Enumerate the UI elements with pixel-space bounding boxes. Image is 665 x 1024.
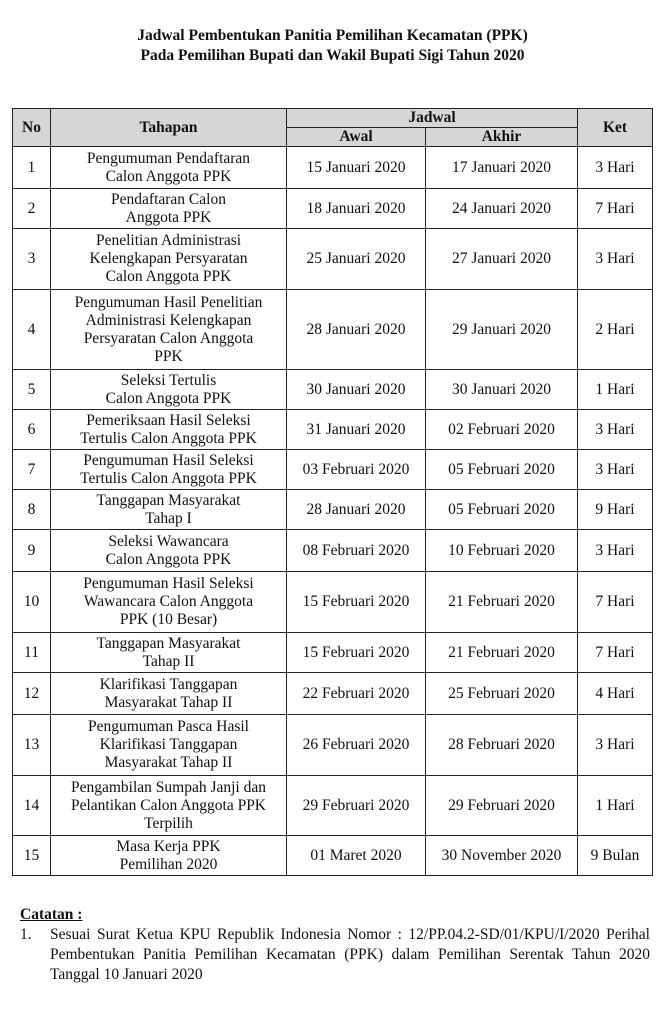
cell-no: 1 — [13, 147, 51, 189]
cell-tahapan — [51, 410, 287, 450]
table-row — [13, 189, 653, 229]
cell-akhir: 21 Februari 2020 — [426, 633, 578, 673]
tahapan-line: Pendaftaran Calon — [111, 190, 226, 208]
tahapan-line: Tahap II — [142, 652, 195, 670]
tahapan-line: Pengumuman Hasil Penelitian — [74, 293, 263, 311]
tahapan-line: Pelantikan Calon Anggota PPK — [70, 796, 267, 814]
header-ket: Ket — [578, 109, 653, 147]
cell-ket: 7 Hari — [578, 633, 653, 673]
title-line-2: Pada Pemilihan Bupati dan Wakil Bupati Sigi Tahun 2020 — [140, 47, 525, 64]
cell-ket: 3 Hari — [578, 530, 653, 572]
cell-tahapan — [51, 490, 287, 530]
cell-tahapan — [51, 776, 287, 836]
tahapan-line: Tanggapan Masyarakat — [96, 634, 241, 652]
tahapan-line: Pengumuman Hasil Seleksi — [83, 451, 254, 469]
cell-awal: 15 Februari 2020 — [287, 572, 426, 633]
cell-tahapan — [51, 673, 287, 715]
schedule-table — [12, 108, 653, 876]
table-row — [13, 147, 653, 189]
cell-ket: 9 Bulan — [578, 836, 653, 876]
tahapan-line: Pemeriksaan Hasil Seleksi — [86, 411, 251, 429]
cell-awal: 26 Februari 2020 — [287, 715, 426, 776]
header-no: No — [13, 109, 51, 147]
note-item — [20, 925, 650, 985]
table-row — [13, 410, 653, 450]
cell-akhir: 17 Januari 2020 — [426, 147, 578, 189]
cell-awal: 03 Februari 2020 — [287, 450, 426, 490]
cell-awal: 15 Januari 2020 — [287, 147, 426, 189]
cell-ket: 3 Hari — [578, 450, 653, 490]
cell-awal: 22 Februari 2020 — [287, 673, 426, 715]
cell-akhir: 30 November 2020 — [426, 836, 578, 876]
tahapan-line: Tanggapan Masyarakat — [96, 491, 241, 509]
tahapan-line: Klarifikasi Tanggapan — [99, 675, 238, 693]
cell-tahapan — [51, 530, 287, 572]
header-jadwal: Jadwal — [287, 109, 578, 128]
table-row — [13, 633, 653, 673]
table-row — [13, 715, 653, 776]
table-row — [13, 229, 653, 290]
cell-ket: 7 Hari — [578, 572, 653, 633]
tahapan-line: Anggota PPK — [125, 208, 212, 226]
table-row — [13, 530, 653, 572]
tahapan-line: Seleksi Wawancara — [108, 532, 229, 550]
cell-akhir: 29 Februari 2020 — [426, 776, 578, 836]
header-tahapan: Tahapan — [51, 109, 287, 147]
cell-no: 12 — [13, 673, 51, 715]
tahapan-line: Seleksi Tertulis — [120, 371, 217, 389]
cell-awal: 31 Januari 2020 — [287, 410, 426, 450]
cell-no: 9 — [13, 530, 51, 572]
cell-ket: 3 Hari — [578, 715, 653, 776]
tahapan-line: Klarifikasi Tanggapan — [99, 736, 238, 753]
tahapan-line: Tertulis Calon Anggota PPK — [80, 469, 257, 487]
table-row — [13, 450, 653, 490]
cell-tahapan — [51, 370, 287, 410]
cell-no: 13 — [13, 715, 51, 776]
cell-tahapan — [51, 836, 287, 876]
note-number: 1. — [20, 926, 32, 943]
table-row — [13, 370, 653, 410]
cell-akhir: 05 Februari 2020 — [426, 450, 578, 490]
cell-awal: 15 Februari 2020 — [287, 633, 426, 673]
header-akhir: Akhir — [426, 128, 578, 147]
cell-akhir: 21 Februari 2020 — [426, 572, 578, 633]
cell-tahapan — [51, 189, 287, 229]
tahapan-line: Calon Anggota PPK — [105, 268, 232, 285]
cell-ket: 1 Hari — [578, 370, 653, 410]
tahapan-line: Masyarakat Tahap II — [104, 754, 233, 771]
cell-awal: 30 Januari 2020 — [287, 370, 426, 410]
cell-akhir: 25 Februari 2020 — [426, 673, 578, 715]
cell-no: 10 — [13, 572, 51, 633]
notes-title: Catatan : — [20, 906, 83, 923]
tahapan-line: PPK (10 Besar) — [119, 611, 218, 628]
tahapan-line: Pengumuman Hasil Seleksi — [83, 575, 254, 592]
table-row — [13, 673, 653, 715]
notes-section — [20, 905, 650, 985]
cell-no: 5 — [13, 370, 51, 410]
cell-awal: 25 Januari 2020 — [287, 229, 426, 290]
tahapan-line: Pengumuman Pendaftaran — [86, 149, 251, 167]
tahapan-line: Pengambilan Sumpah Janji dan — [70, 778, 266, 796]
tahapan-line: Masa Kerja PPK — [116, 837, 221, 855]
tahapan-line: Tertulis Calon Anggota PPK — [80, 429, 257, 447]
tahapan-line: Persyaratan Calon Anggota — [83, 329, 254, 347]
document-title — [0, 26, 665, 66]
tahapan-line: Calon Anggota PPK — [105, 389, 232, 407]
cell-tahapan — [51, 450, 287, 490]
cell-awal: 08 Februari 2020 — [287, 530, 426, 572]
cell-akhir: 29 Januari 2020 — [426, 290, 578, 370]
cell-ket: 3 Hari — [578, 410, 653, 450]
cell-ket: 9 Hari — [578, 490, 653, 530]
cell-awal: 01 Maret 2020 — [287, 836, 426, 876]
cell-akhir: 27 Januari 2020 — [426, 229, 578, 290]
table-row — [13, 290, 653, 370]
cell-awal: 18 Januari 2020 — [287, 189, 426, 229]
cell-no: 7 — [13, 450, 51, 490]
cell-awal: 28 Januari 2020 — [287, 490, 426, 530]
cell-no: 4 — [13, 290, 51, 370]
cell-no: 14 — [13, 776, 51, 836]
cell-no: 11 — [13, 633, 51, 673]
cell-no: 3 — [13, 229, 51, 290]
cell-akhir: 05 Februari 2020 — [426, 490, 578, 530]
note-text: Sesuai Surat Ketua KPU Republik Indonesia Nomor : 12/PP.04.2-SD/01/KPU/I/2020 Perihal Pembentukan Panitia Pemilihan Kecamatan (PPK) dalam Pemilihan Serentak Tahun 2020 Tanggal 10 Januari 2020 — [50, 926, 650, 983]
table-row — [13, 572, 653, 633]
tahapan-line: Calon Anggota PPK — [105, 167, 232, 185]
table-row — [13, 776, 653, 836]
table-row — [13, 836, 653, 876]
cell-akhir: 10 Februari 2020 — [426, 530, 578, 572]
cell-tahapan — [51, 633, 287, 673]
cell-tahapan — [51, 147, 287, 189]
cell-no: 15 — [13, 836, 51, 876]
tahapan-line: Masyarakat Tahap II — [104, 693, 233, 711]
cell-akhir: 28 Februari 2020 — [426, 715, 578, 776]
cell-tahapan — [51, 229, 287, 290]
tahapan-line: Penelitian Administrasi — [95, 232, 242, 249]
cell-no: 8 — [13, 490, 51, 530]
cell-awal: 28 Januari 2020 — [287, 290, 426, 370]
cell-ket: 1 Hari — [578, 776, 653, 836]
cell-ket: 4 Hari — [578, 673, 653, 715]
table-row — [13, 490, 653, 530]
header-awal: Awal — [287, 128, 426, 147]
schedule-table-header — [13, 109, 653, 147]
cell-akhir: 02 Februari 2020 — [426, 410, 578, 450]
tahapan-line: Tahap I — [145, 509, 192, 527]
cell-akhir: 24 Januari 2020 — [426, 189, 578, 229]
tahapan-line: Pengumuman Pasca Hasil — [87, 718, 249, 735]
title-line-1: Jadwal Pembentukan Panitia Pemilihan Kecamatan (PPK) — [137, 27, 528, 44]
cell-no: 2 — [13, 189, 51, 229]
cell-tahapan — [51, 290, 287, 370]
tahapan-line: Pemilihan 2020 — [119, 855, 218, 873]
tahapan-line: Administrasi Kelengkapan — [85, 311, 252, 329]
cell-ket: 3 Hari — [578, 147, 653, 189]
tahapan-line: Terpilih — [144, 814, 193, 832]
cell-tahapan — [51, 715, 287, 776]
cell-awal: 29 Februari 2020 — [287, 776, 426, 836]
cell-tahapan — [51, 572, 287, 633]
tahapan-line: Calon Anggota PPK — [105, 550, 232, 568]
cell-ket: 3 Hari — [578, 229, 653, 290]
cell-ket: 2 Hari — [578, 290, 653, 370]
tahapan-line: PPK — [154, 347, 183, 365]
tahapan-line: Wawancara Calon Anggota — [83, 593, 254, 610]
cell-no: 6 — [13, 410, 51, 450]
tahapan-line: Kelengkapan Persyaratan — [89, 250, 248, 267]
schedule-table-body — [13, 147, 653, 876]
cell-akhir: 30 Januari 2020 — [426, 370, 578, 410]
cell-ket: 7 Hari — [578, 189, 653, 229]
